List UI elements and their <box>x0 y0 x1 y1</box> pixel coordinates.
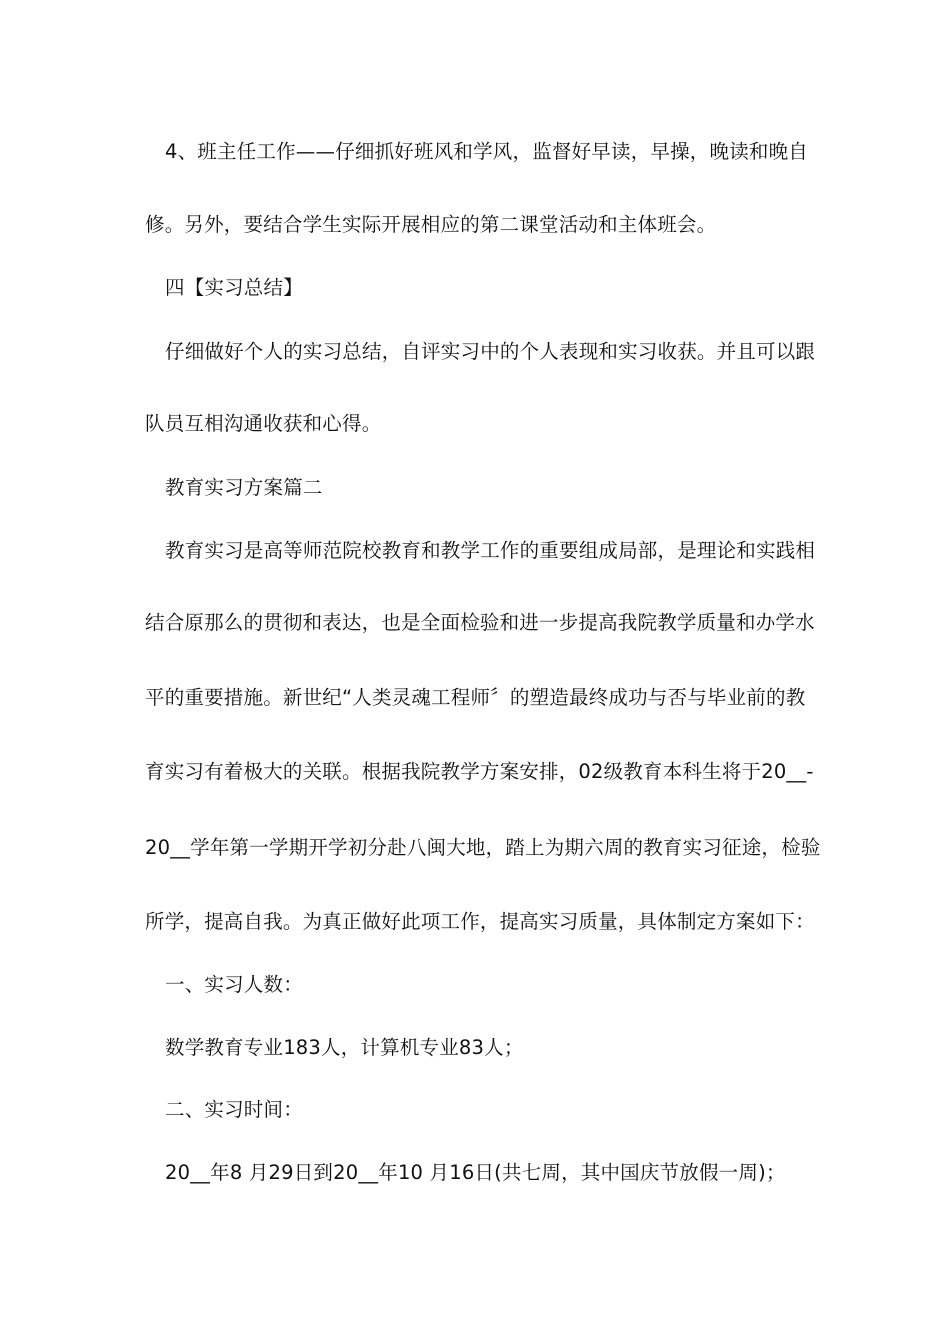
paragraph-line: 修。另外，要结合学生实际开展相应的第二课堂活动和主体班会。 <box>145 213 717 236</box>
paragraph-line: 教育实习是高等师范院校教育和教学工作的重要组成局部，是理论和实践相 <box>165 539 816 562</box>
paragraph-line: 仔细做好个人的实习总结，自评实习中的个人表现和实习收获。并且可以跟 <box>165 340 816 363</box>
section-heading: 二、实习时间： <box>165 1098 303 1121</box>
paragraph-line: 所学，提高自我。为真正做好此项工作，提高实习质量，具体制定方案如下： <box>145 910 815 933</box>
paragraph-line: 育实习有着极大的关联。根据我院教学方案安排，02级教育本科生将于20__- <box>145 760 814 783</box>
paragraph-line: 20__学年第一学期开学初分赴八闽大地，踏上为期六周的教育实习征途，检验 <box>145 836 821 859</box>
paragraph-line: 结合原那么的贯彻和表达，也是全面检验和进一步提高我院教学质量和办学水 <box>145 611 815 634</box>
section-heading: 四【实习总结】 <box>165 276 303 299</box>
paragraph-line: 数学教育专业183人，计算机专业83人； <box>165 1036 524 1059</box>
section-heading: 教育实习方案篇二 <box>165 476 323 499</box>
paragraph-line: 队员互相沟通收获和心得。 <box>145 412 382 435</box>
paragraph-line: 20__年8 月29日到20__年10 月16日(共七周，其中国庆节放假一周)； <box>165 1161 786 1184</box>
section-heading: 一、实习人数： <box>165 973 303 996</box>
paragraph-line: 平的重要措施。新世纪“人类灵魂工程师〞的塑造最终成功与否与毕业前的教 <box>145 686 806 709</box>
paragraph-line: 4、班主任工作——仔细抓好班风和学风，监督好早读，早操，晚读和晚自 <box>165 140 809 163</box>
